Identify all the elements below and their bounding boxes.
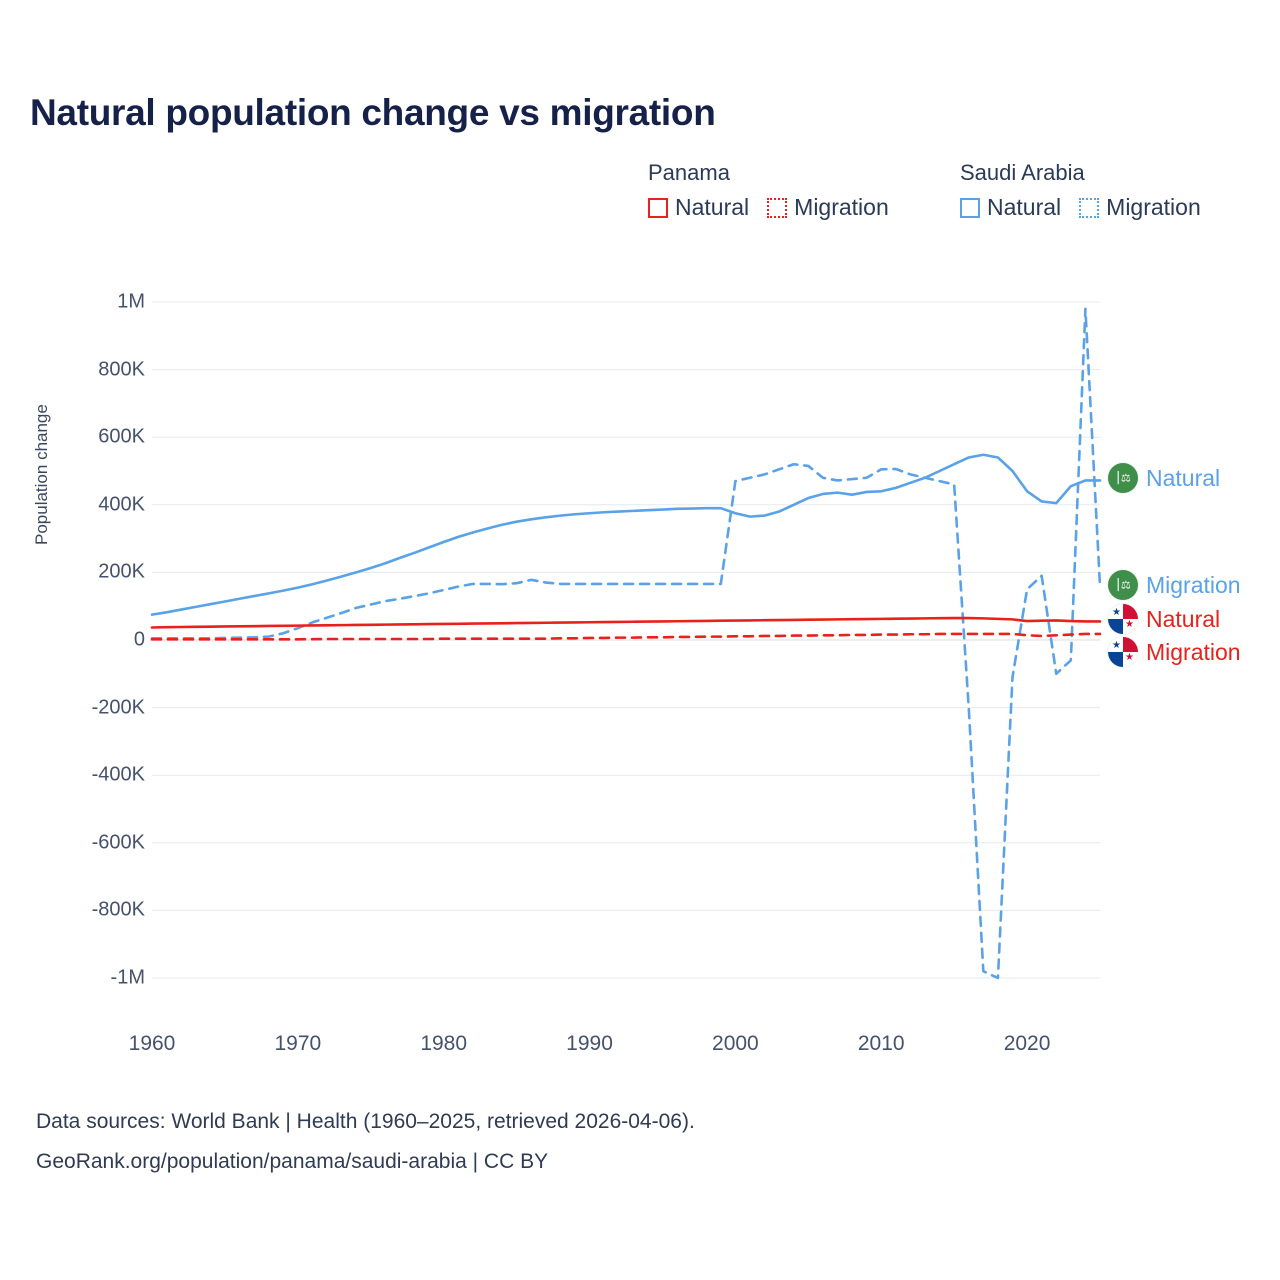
y-axis-tick-label: -400K [91,763,145,786]
y-axis-label: Population change [32,404,51,545]
x-axis-tick-label: 2020 [1003,1032,1051,1055]
x-axis-tick-label: 1960 [128,1032,176,1055]
x-axis-tick-label: 2000 [712,1032,759,1055]
series-end-label [1108,604,1220,634]
y-axis-tick-label: 200K [98,560,145,583]
saudi-arabia-flag-icon: ⎮⚖ [1108,570,1138,600]
y-axis-ticks [55,0,145,1280]
x-axis-tick-label: 2010 [857,1032,905,1055]
series-end-label-text: Natural [1146,605,1221,632]
y-axis-tick-label: 1M [117,290,145,313]
legend-country-saudi-arabia: Saudi Arabia [960,160,1085,185]
x-axis-tick-label: 1980 [420,1032,468,1055]
footer-attribution: GeoRank.org/population/panama/saudi-arabia | CC BY [36,1150,549,1173]
y-axis-tick-label: 0 [133,628,145,651]
legend-label-saudi-natural: Natural [987,194,1062,220]
series-end-label [1108,463,1220,493]
y-axis-tick-label: 400K [98,493,145,516]
footer-data-sources: Data sources: World Bank | Health (1960–2025, retrieved 2026-04-06). [36,1110,695,1133]
series-end-label [1108,637,1241,667]
legend-country-panama: Panama [648,160,730,185]
panama-flag-icon: ★ ★ [1108,604,1138,634]
saudi-arabia-flag-icon: ⎮⚖ [1108,463,1138,493]
y-axis-tick-label: -1M [110,966,145,989]
series-end-label-text: Natural [1146,464,1221,491]
series-end-label [1108,570,1241,600]
x-axis-tick-label: 1990 [566,1032,613,1055]
y-axis-tick-label: 600K [98,425,145,448]
page-title: Natural population change vs migration [30,92,716,133]
y-axis-tick-label: -200K [91,696,145,719]
legend-label-panama-natural: Natural [675,194,750,220]
legend-label-panama-migration: Migration [794,194,889,220]
panama-flag-icon: ★ ★ [1108,637,1138,667]
series-end-label-text: Migration [1146,571,1241,598]
legend-label-saudi-migration: Migration [1106,194,1201,220]
y-axis-tick-label: 800K [98,358,145,381]
x-axis-tick-label: 1970 [274,1032,322,1055]
y-axis-tick-label: -600K [91,831,145,854]
series-end-label-text: Migration [1146,638,1241,665]
y-axis-tick-label: -800K [91,898,145,921]
